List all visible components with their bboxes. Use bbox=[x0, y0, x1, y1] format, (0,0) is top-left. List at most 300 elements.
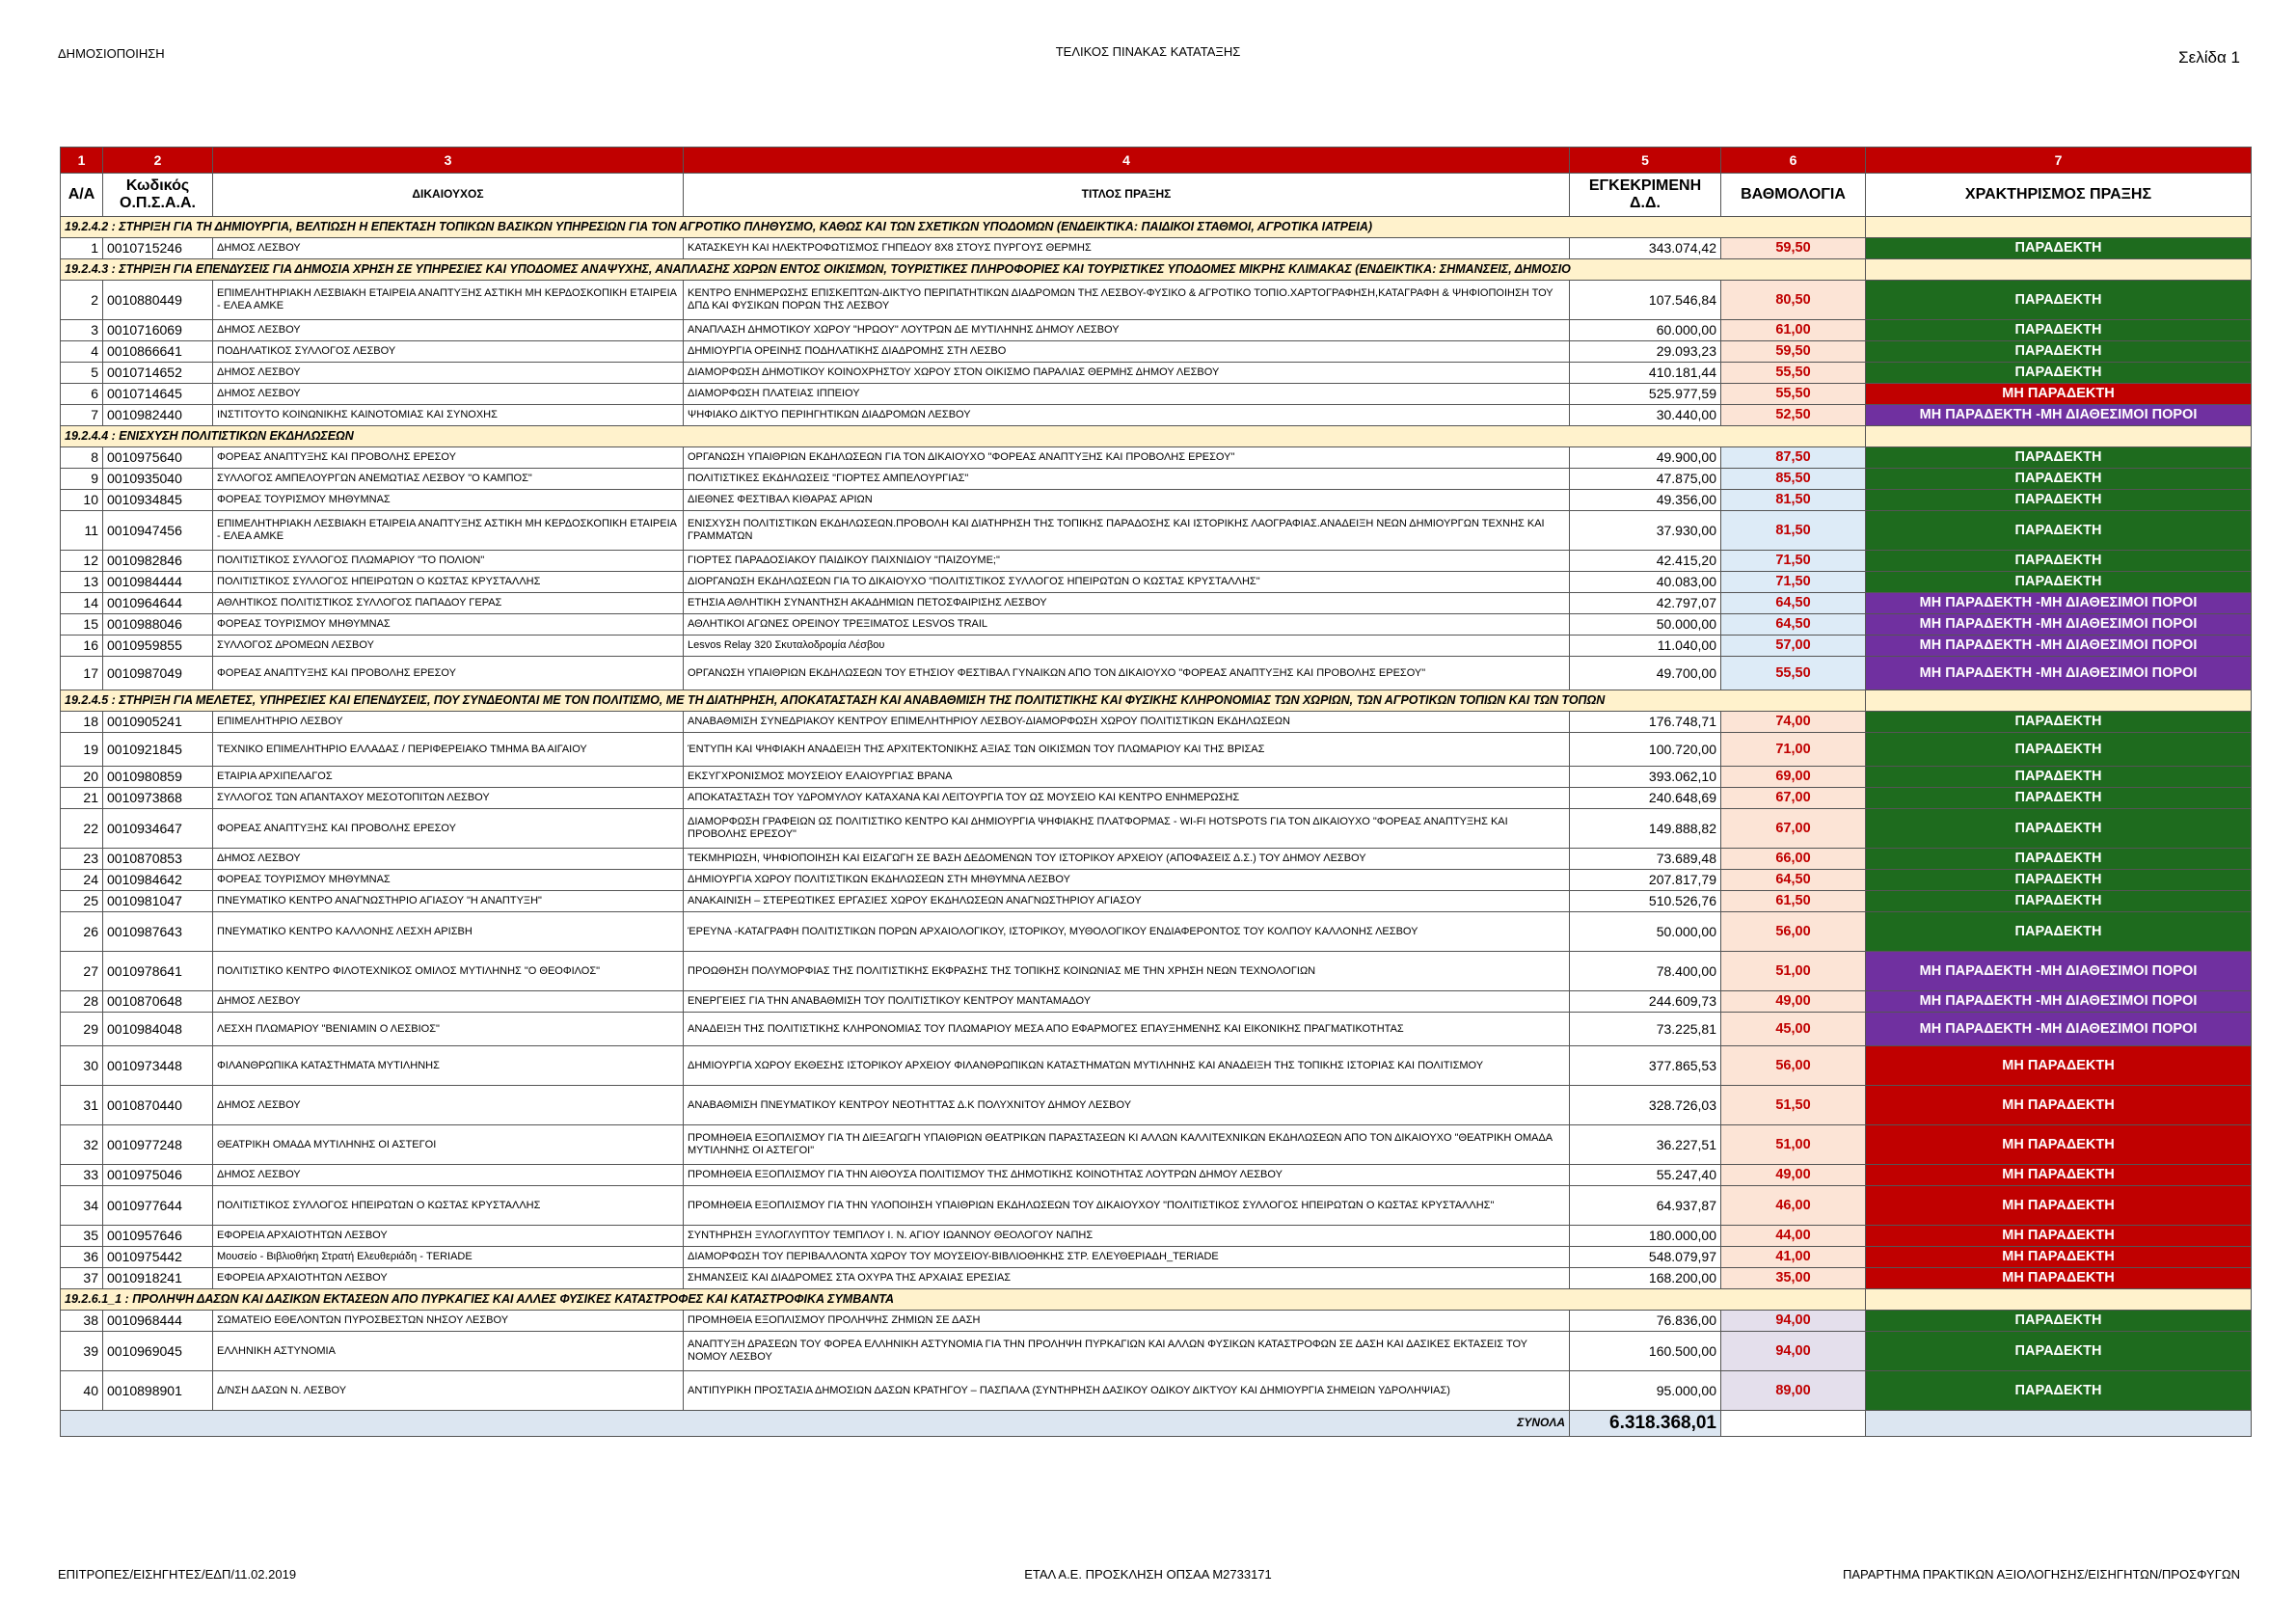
beneficiary: ΦΟΡΕΑΣ ΤΟΥΡΙΣΜΟΥ ΜΗΘΥΜΝΑΣ bbox=[213, 614, 684, 636]
beneficiary: ΣΥΛΛΟΓΟΣ ΑΜΠΕΛΟΥΡΓΩΝ ΑΝΕΜΩΤΙΑΣ ΛΕΣΒΟΥ "Ο ΚΑΜΠΟΣ" bbox=[213, 469, 684, 490]
opsaa-code: 0010982440 bbox=[103, 405, 213, 426]
table-row bbox=[61, 1046, 2252, 1086]
beneficiary: ΣΥΛΛΟΓΟΣ ΤΩΝ ΑΠΑΝΤΑΧΟΥ ΜΕΣΟΤΟΠΙΤΩΝ ΛΕΣΒΟΥ bbox=[213, 788, 684, 809]
table-row bbox=[61, 1013, 2252, 1046]
opsaa-code: 0010905241 bbox=[103, 712, 213, 733]
table-row bbox=[61, 363, 2252, 384]
action-title: ΣΗΜΑΝΣΕΙΣ ΚΑΙ ΔΙΑΔΡΟΜΕΣ ΣΤΑ ΟΧΥΡΑ ΤΗΣ ΑΡΧΑΙΑΣ ΕΡΕΣΙΑΣ bbox=[684, 1268, 1570, 1289]
score: 45,00 bbox=[1721, 1013, 1866, 1046]
approved-amount: 207.817,79 bbox=[1570, 870, 1721, 891]
column-number-row bbox=[61, 148, 2252, 174]
action-title: ΑΝΑΒΑΘΜΙΣΗ ΣΥΝΕΔΡΙΑΚΟΥ ΚΕΝΤΡΟΥ ΕΠΙΜΕΛΗΤΗΡΙΟΥ ΛΕΣΒΟΥ-ΔΙΑΜΟΡΦΩΣΗ ΧΩΡΟΥ ΠΟΛΙΤΙΣΤΙΚΩΝ ΕΚΔΗΛΩΣΕΩΝ bbox=[684, 712, 1570, 733]
score: 87,50 bbox=[1721, 447, 1866, 469]
section-pad bbox=[1866, 1289, 2252, 1311]
beneficiary: ΕΦΟΡΕΙΑ ΑΡΧΑΙΟΤΗΤΩΝ ΛΕΣΒΟΥ bbox=[213, 1268, 684, 1289]
score: 51,00 bbox=[1721, 952, 1866, 991]
section-title: 19.2.4.4 : ΕΝΙΣΧΥΣΗ ΠΟΛΙΤΙΣΤΙΚΩΝ ΕΚΔΗΛΩΣΕΩΝ bbox=[61, 426, 1866, 447]
section-title: 19.2.4.3 : ΣΤΗΡΙΞΗ ΓΙΑ ΕΠΕΝΔΥΣΕΙΣ ΓΙΑ ΔΗΜΟΣΙΑ ΧΡΗΣΗ ΣΕ ΥΠΗΡΕΣΙΕΣ ΚΑΙ ΥΠΟΔΟΜΕΣ ΑΝΑΨΥΧΗΣ, ΑΝΑΠΛΑΣΗΣ ΧΩΡΩΝ ΕΝΤΟΣ ΟΙΚΙΣΜΩΝ, ΤΟΥΡΙΣΤΙΚΕΣ ΠΛΗΡΟΦΟΡΙΕΣ ΚΑΙ ΤΟΥΡΙΣΤΙΚΕΣ ΥΠΟΔΟΜΕΣ ΜΙΚΡΗΣ ΚΛΙΜΑΚΑΣ (ΕΝΔΕΙΚΤΙΚΑ: ΣΗΜΑΝΣΕΙΣ, ΔΗΜΟΣΙΟ bbox=[61, 259, 1866, 281]
action-title: ΤΕΚΜΗΡΙΩΣΗ, ΨΗΦΙΟΠΟΙΗΣΗ ΚΑΙ ΕΙΣΑΓΩΓΗ ΣΕ ΒΑΣΗ ΔΕΔΟΜΕΝΩΝ ΤΟΥ ΙΣΤΟΡΙΚΟΥ ΑΡΧΕΙΟΥ (ΑΠΟΦΑΣΕΙΣ Δ.Σ.) ΤΟΥ ΔΗΜΟΥ ΛΕΣΒΟΥ bbox=[684, 849, 1570, 870]
score: 59,50 bbox=[1721, 238, 1866, 259]
action-title: ΔΗΜΙΟΥΡΓΙΑ ΟΡΕΙΝΗΣ ΠΟΔΗΛΑΤΙΚΗΣ ΔΙΑΔΡΟΜΗΣ ΣΤΗ ΛΕΣΒΟ bbox=[684, 341, 1570, 363]
beneficiary: ΔΗΜΟΣ ΛΕΣΒΟΥ bbox=[213, 1165, 684, 1186]
status-badge: ΠΑΡΑΔΕΚΤΗ bbox=[1866, 870, 2252, 891]
section-pad bbox=[1866, 426, 2252, 447]
approved-amount: 50.000,00 bbox=[1570, 912, 1721, 952]
score: 85,50 bbox=[1721, 469, 1866, 490]
header-approved-amount: ΕΓΚΕΚΡΙΜΕΝΗ Δ.Δ. bbox=[1570, 174, 1721, 217]
score: 80,50 bbox=[1721, 281, 1866, 320]
opsaa-code: 0010935040 bbox=[103, 469, 213, 490]
table-row bbox=[61, 1332, 2252, 1371]
opsaa-code: 0010984444 bbox=[103, 572, 213, 593]
opsaa-code: 0010715246 bbox=[103, 238, 213, 259]
approved-amount: 49.700,00 bbox=[1570, 657, 1721, 690]
row-number: 12 bbox=[61, 551, 103, 572]
score: 49,00 bbox=[1721, 1165, 1866, 1186]
opsaa-code: 0010987643 bbox=[103, 912, 213, 952]
section-header-row bbox=[61, 1289, 2252, 1311]
action-title: ΑΝΤΙΠΥΡΙΚΗ ΠΡΟΣΤΑΣΙΑ ΔΗΜΟΣΙΩΝ ΔΑΣΩΝ ΚΡΑΤΗΓΟΥ – ΠΑΣΠΑΛΑ (ΣΥΝΤΗΡΗΣΗ ΔΑΣΙΚΟΥ ΟΔΙΚΟΥ ΔΙΚΤΥΟΥ ΚΑΙ ΔΗΜΙΟΥΡΓΙΑ ΣΗΜΕΙΩΝ ΥΔΡΟΛΗΨΙΑΣ) bbox=[684, 1371, 1570, 1411]
approved-amount: 180.000,00 bbox=[1570, 1226, 1721, 1247]
document-title: ΤΕΛΙΚΟΣ ΠΙΝΑΚΑΣ ΚΑΤΑΤΑΞΗΣ bbox=[1055, 44, 1241, 59]
beneficiary: ΑΘΛΗΤΙΚΟΣ ΠΟΛΙΤΙΣΤΙΚΟΣ ΣΥΛΛΟΓΟΣ ΠΑΠΑΔΟΥ ΓΕΡΑΣ bbox=[213, 593, 684, 614]
opsaa-code: 0010977248 bbox=[103, 1125, 213, 1165]
section-pad bbox=[1866, 217, 2252, 238]
score: 55,50 bbox=[1721, 363, 1866, 384]
status-badge: ΠΑΡΑΔΕΚΤΗ bbox=[1866, 551, 2252, 572]
approved-amount: 328.726,03 bbox=[1570, 1086, 1721, 1125]
header-publication-label: ΔΗΜΟΣΙΟΠΟΙΗΣΗ bbox=[58, 46, 165, 61]
opsaa-code: 0010984048 bbox=[103, 1013, 213, 1046]
status-badge: ΠΑΡΑΔΕΚΤΗ bbox=[1866, 281, 2252, 320]
table-row bbox=[61, 1125, 2252, 1165]
opsaa-code: 0010975442 bbox=[103, 1247, 213, 1268]
column-number: 2 bbox=[103, 148, 213, 174]
table-row bbox=[61, 384, 2252, 405]
section-title: 19.2.4.2 : ΣΤΗΡΙΞΗ ΓΙΑ ΤΗ ΔΗΜΙΟΥΡΓΙΑ, ΒΕΛΤΙΩΣΗ Η ΕΠΕΚΤΑΣΗ ΤΟΠΙΚΩΝ ΒΑΣΙΚΩΝ ΥΠΗΡΕΣΙΩΝ ΓΙΑ ΤΟΝ ΑΓΡΟΤΙΚΟ ΠΛΗΘΥΣΜΟ, ΚΑΘΩΣ ΚΑΙ ΤΩΝ ΣΧΕΤΙΚΩΝ ΥΠΟΔΟΜΩΝ (ΕΝΔΕΙΚΤΙΚΑ: ΠΑΙΔΙΚΟΙ ΣΤΑΘΜΟΙ, ΑΓΡΟΤΙΚΑ ΙΑΤΡΕΙΑ) bbox=[61, 217, 1866, 238]
table-row bbox=[61, 320, 2252, 341]
approved-amount: 168.200,00 bbox=[1570, 1268, 1721, 1289]
status-badge: ΠΑΡΑΔΕΚΤΗ bbox=[1866, 469, 2252, 490]
row-number: 33 bbox=[61, 1165, 103, 1186]
approved-amount: 47.875,00 bbox=[1570, 469, 1721, 490]
score: 59,50 bbox=[1721, 341, 1866, 363]
score: 35,00 bbox=[1721, 1268, 1866, 1289]
table-row bbox=[61, 490, 2252, 511]
score: 66,00 bbox=[1721, 849, 1866, 870]
score: 56,00 bbox=[1721, 912, 1866, 952]
status-badge: ΠΑΡΑΔΕΚΤΗ bbox=[1866, 1311, 2252, 1332]
beneficiary: ΦΟΡΕΑΣ ΑΝΑΠΤΥΞΗΣ ΚΑΙ ΠΡΟΒΟΛΗΣ ΕΡΕΣΟΥ bbox=[213, 657, 684, 690]
action-title: ΑΝΑΠΛΑΣΗ ΔΗΜΟΤΙΚΟΥ ΧΩΡΟΥ "ΗΡΩΟΥ" ΛΟΥΤΡΩΝ ΔΕ ΜΥΤΙΛΗΝΗΣ ΔΗΜΟΥ ΛΕΣΒΟΥ bbox=[684, 320, 1570, 341]
opsaa-code: 0010934845 bbox=[103, 490, 213, 511]
table-row bbox=[61, 593, 2252, 614]
action-title: ΑΝΑΚΑΙΝΙΣΗ – ΣΤΕΡΕΩΤΙΚΕΣ ΕΡΓΑΣΙΕΣ ΧΩΡΟΥ ΕΚΔΗΛΩΣΕΩΝ ΑΝΑΓΝΩΣΤΗΡΙΟΥ ΑΓΙΑΣΟΥ bbox=[684, 891, 1570, 912]
score: 67,00 bbox=[1721, 788, 1866, 809]
action-title: ΈΝΤΥΠΗ ΚΑΙ ΨΗΦΙΑΚΗ ΑΝΑΔΕΙΞΗ ΤΗΣ ΑΡΧΙΤΕΚΤΟΝΙΚΗΣ ΑΞΙΑΣ ΤΩΝ ΟΙΚΙΣΜΩΝ ΤΟΥ ΠΛΩΜΑΡΙΟΥ ΚΑΙ ΤΗΣ ΒΡΙΣΑΣ bbox=[684, 733, 1570, 767]
beneficiary: ΠΟΛΙΤΙΣΤΙΚΟΣ ΣΥΛΛΟΓΟΣ ΗΠΕΙΡΩΤΩΝ Ο ΚΩΣΤΑΣ ΚΡΥΣΤΑΛΛΗΣ bbox=[213, 572, 684, 593]
status-badge: ΠΑΡΑΔΕΚΤΗ bbox=[1866, 511, 2252, 551]
header-code: Κωδικός Ο.Π.Σ.Α.Α. bbox=[103, 174, 213, 217]
score: 51,50 bbox=[1721, 1086, 1866, 1125]
status-badge: ΜΗ ΠΑΡΑΔΕΚΤΗ bbox=[1866, 1186, 2252, 1226]
beneficiary: ΔΗΜΟΣ ΛΕΣΒΟΥ bbox=[213, 991, 684, 1013]
header-aa: Α/Α bbox=[61, 174, 103, 217]
score: 74,00 bbox=[1721, 712, 1866, 733]
table-row bbox=[61, 767, 2252, 788]
column-number: 5 bbox=[1570, 148, 1721, 174]
beneficiary: ΠΝΕΥΜΑΤΙΚΟ ΚΕΝΤΡΟ ΑΝΑΓΝΩΣΤΗΡΙΟ ΑΓΙΑΣΟΥ "Η ΑΝΑΠΤΥΞΗ" bbox=[213, 891, 684, 912]
beneficiary: ΕΠΙΜΕΛΗΤΗΡΙΑΚΗ ΛΕΣΒΙΑΚΗ ΕΤΑΙΡΕΙΑ ΑΝΑΠΤΥΞΗΣ ΑΣΤΙΚΗ ΜΗ ΚΕΡΔΟΣΚΟΠΙΚΗ ΕΤΑΙΡΕΙΑ - ΕΛΕΑ ΑΜΚΕ bbox=[213, 281, 684, 320]
column-number: 1 bbox=[61, 148, 103, 174]
opsaa-code: 0010866641 bbox=[103, 341, 213, 363]
beneficiary: ΘΕΑΤΡΙΚΗ ΟΜΑΔΑ ΜΥΤΙΛΗΝΗΣ ΟΙ ΑΣΤΕΓΟΙ bbox=[213, 1125, 684, 1165]
row-number: 23 bbox=[61, 849, 103, 870]
row-number: 24 bbox=[61, 870, 103, 891]
action-title: ΑΘΛΗΤΙΚΟΙ ΑΓΩΝΕΣ ΟΡΕΙΝΟΥ ΤΡΕΞΙΜΑΤΟΣ LESVOS TRAIL bbox=[684, 614, 1570, 636]
row-number: 38 bbox=[61, 1311, 103, 1332]
approved-amount: 149.888,82 bbox=[1570, 809, 1721, 849]
table-row bbox=[61, 809, 2252, 849]
table-row bbox=[61, 712, 2252, 733]
table-row bbox=[61, 551, 2252, 572]
action-title: ΠΡΟΩΘΗΣΗ ΠΟΛΥΜΟΡΦΙΑΣ ΤΗΣ ΠΟΛΙΤΙΣΤΙΚΗΣ ΕΚΦΡΑΣΗΣ ΤΗΣ ΤΟΠΙΚΗΣ ΚΟΙΝΩΝΙΑΣ ΜΕ ΤΗΝ ΧΡΗΣΗ ΝΕΩΝ ΤΕΧΝΟΛΟΓΙΩΝ bbox=[684, 952, 1570, 991]
table-row bbox=[61, 447, 2252, 469]
table-row bbox=[61, 849, 2252, 870]
opsaa-code: 0010947456 bbox=[103, 511, 213, 551]
row-number: 13 bbox=[61, 572, 103, 593]
approved-amount: 60.000,00 bbox=[1570, 320, 1721, 341]
table-row bbox=[61, 733, 2252, 767]
row-number: 10 bbox=[61, 490, 103, 511]
section-header-row bbox=[61, 217, 2252, 238]
approved-amount: 393.062,10 bbox=[1570, 767, 1721, 788]
beneficiary: ΕΤΑΙΡΙΑ ΑΡΧΙΠΕΛΑΓΟΣ bbox=[213, 767, 684, 788]
status-badge: ΜΗ ΠΑΡΑΔΕΚΤΗ -ΜΗ ΔΙΑΘΕΣΙΜΟΙ ΠΟΡΟΙ bbox=[1866, 657, 2252, 690]
row-number: 18 bbox=[61, 712, 103, 733]
row-number: 20 bbox=[61, 767, 103, 788]
status-badge: ΠΑΡΑΔΕΚΤΗ bbox=[1866, 490, 2252, 511]
table-row bbox=[61, 469, 2252, 490]
footer-committee-ref: ΕΠΙΤΡΟΠΕΣ/ΕΙΣΗΓΗΤΕΣ/ΕΔΠ/11.02.2019 bbox=[58, 1567, 297, 1582]
beneficiary: ΣΩΜΑΤΕΙΟ ΕΘΕΛΟΝΤΩΝ ΠΥΡΟΣΒΕΣΤΩΝ ΝΗΣΟΥ ΛΕΣΒΟΥ bbox=[213, 1311, 684, 1332]
beneficiary: ΔΗΜΟΣ ΛΕΣΒΟΥ bbox=[213, 363, 684, 384]
approved-amount: 64.937,87 bbox=[1570, 1186, 1721, 1226]
action-title: ΟΡΓΑΝΩΣΗ ΥΠΑΙΘΡΙΩΝ ΕΚΔΗΛΩΣΕΩΝ ΤΟΥ ΕΤΗΣΙΟΥ ΦΕΣΤΙΒΑΛ ΓΥΝΑΙΚΩΝ ΑΠΟ ΤΟΝ ΔΙΚΑΙΟΥΧΟ "ΦΟΡΕΑΣ ΑΝΑΠΤΥΞΗΣ ΚΑΙ ΠΡΟΒΟΛΗΣ ΕΡΕΣΟΥ" bbox=[684, 657, 1570, 690]
score: 44,00 bbox=[1721, 1226, 1866, 1247]
section-title: 19.2.4.5 : ΣΤΗΡΙΞΗ ΓΙΑ ΜΕΛΕΤΕΣ, ΥΠΗΡΕΣΙΕΣ ΚΑΙ ΕΠΕΝΔΥΣΕΙΣ, ΠΟΥ ΣΥΝΔΕΟΝΤΑΙ ΜΕ ΤΟΝ ΠΟΛΙΤΙΣΜΟ, ΜΕ ΤΗ ΔΙΑΤΗΡΗΣΗ, ΑΠΟΚΑΤΑΣΤΑΣΗ ΚΑΙ ΑΝΑΒΑΘΜΙΣΗ ΤΗΣ ΠΟΛΙΤΙΣΤΙΚΗΣ ΚΑΙ ΦΥΣΙΚΗΣ ΚΛΗΡΟΝΟΜΙΑΣ ΤΩΝ ΧΩΡΙΩΝ, ΤΩΝ ΑΓΡΟΤΙΚΩΝ ΤΟΠΙΩΝ ΚΑΙ ΤΩΝ ΤΟΠΩΝ bbox=[61, 690, 1866, 712]
row-number: 35 bbox=[61, 1226, 103, 1247]
beneficiary: ΕΦΟΡΕΙΑ ΑΡΧΑΙΟΤΗΤΩΝ ΛΕΣΒΟΥ bbox=[213, 1226, 684, 1247]
table-row bbox=[61, 572, 2252, 593]
row-number: 8 bbox=[61, 447, 103, 469]
ranking-table bbox=[60, 147, 2252, 1437]
action-title: ΕΝΕΡΓΕΙΕΣ ΓΙΑ ΤΗΝ ΑΝΑΒΑΘΜΙΣΗ ΤΟΥ ΠΟΛΙΤΙΣΤΙΚΟΥ ΚΕΝΤΡΟΥ ΜΑΝΤΑΜΑΔΟΥ bbox=[684, 991, 1570, 1013]
status-badge: ΠΑΡΑΔΕΚΤΗ bbox=[1866, 238, 2252, 259]
status-badge: ΠΑΡΑΔΕΚΤΗ bbox=[1866, 341, 2252, 363]
row-number: 40 bbox=[61, 1371, 103, 1411]
section-title: 19.2.6.1_1 : ΠΡΟΛΗΨΗ ΔΑΣΩΝ ΚΑΙ ΔΑΣΙΚΩΝ ΕΚΤΑΣΕΩΝ ΑΠΟ ΠΥΡΚΑΓΙΕΣ ΚΑΙ ΑΛΛΕΣ ΦΥΣΙΚΕΣ ΚΑΤΑΣΤΡΟΦΕΣ ΚΑΙ ΚΑΤΑΣΤΡΟΦΙΚΑ ΣΥΜΒΑΝΤΑ bbox=[61, 1289, 1866, 1311]
opsaa-code: 0010975046 bbox=[103, 1165, 213, 1186]
table-row bbox=[61, 912, 2252, 952]
row-number: 22 bbox=[61, 809, 103, 849]
totals-pad bbox=[1866, 1411, 2252, 1437]
approved-amount: 40.083,00 bbox=[1570, 572, 1721, 593]
approved-amount: 510.526,76 bbox=[1570, 891, 1721, 912]
beneficiary: ΦΟΡΕΑΣ ΑΝΑΠΤΥΞΗΣ ΚΑΙ ΠΡΟΒΟΛΗΣ ΕΡΕΣΟΥ bbox=[213, 447, 684, 469]
opsaa-code: 0010973448 bbox=[103, 1046, 213, 1086]
row-number: 9 bbox=[61, 469, 103, 490]
status-badge: ΠΑΡΑΔΕΚΤΗ bbox=[1866, 788, 2252, 809]
opsaa-code: 0010714652 bbox=[103, 363, 213, 384]
row-number: 21 bbox=[61, 788, 103, 809]
action-title: ΔΙΑΜΟΡΦΩΣΗ ΓΡΑΦΕΙΩΝ ΩΣ ΠΟΛΙΤΙΣΤΙΚΟ ΚΕΝΤΡΟ ΚΑΙ ΔΗΜΙΟΥΡΓΙΑ ΨΗΦΙΑΚΗΣ ΠΛΑΤΦΟΡΜΑΣ - WI-FI HOTSPOTS ΓΙΑ ΤΟΝ ΔΙΚΑΙΟΥΧΟ "ΦΟΡΕΑΣ ΑΝΑΠΤΥΞΗΣ ΚΑΙ ΠΡΟΒΟΛΗΣ ΕΡΕΣΟΥ" bbox=[684, 809, 1570, 849]
score: 94,00 bbox=[1721, 1332, 1866, 1371]
table-row bbox=[61, 511, 2252, 551]
status-badge: ΠΑΡΑΔΕΚΤΗ bbox=[1866, 363, 2252, 384]
row-number: 32 bbox=[61, 1125, 103, 1165]
action-title: ΕΚΣΥΓΧΡΟΝΙΣΜΟΣ ΜΟΥΣΕΙΟΥ ΕΛΑΙΟΥΡΓΙΑΣ ΒΡΑΝΑ bbox=[684, 767, 1570, 788]
opsaa-code: 0010973868 bbox=[103, 788, 213, 809]
status-badge: ΜΗ ΠΑΡΑΔΕΚΤΗ -ΜΗ ΔΙΑΘΕΣΙΜΟΙ ΠΟΡΟΙ bbox=[1866, 636, 2252, 657]
action-title: ΑΝΑΔΕΙΞΗ ΤΗΣ ΠΟΛΙΤΙΣΤΙΚΗΣ ΚΛΗΡΟΝΟΜΙΑΣ ΤΟΥ ΠΛΩΜΑΡΙΟΥ ΜΕΣΑ ΑΠΟ ΕΦΑΡΜΟΓΕΣ ΕΠΑΥΞΗΜΕΝΗΣ ΚΑΙ ΕΙΚΟΝΙΚΗΣ ΠΡΑΓΜΑΤΙΚΟΤΗΤΑΣ bbox=[684, 1013, 1570, 1046]
approved-amount: 49.356,00 bbox=[1570, 490, 1721, 511]
status-badge: ΠΑΡΑΔΕΚΤΗ bbox=[1866, 447, 2252, 469]
status-badge: ΜΗ ΠΑΡΑΔΕΚΤΗ bbox=[1866, 384, 2252, 405]
column-header-row bbox=[61, 174, 2252, 217]
table-row bbox=[61, 1311, 2252, 1332]
row-number: 25 bbox=[61, 891, 103, 912]
approved-amount: 100.720,00 bbox=[1570, 733, 1721, 767]
beneficiary: ΠΝΕΥΜΑΤΙΚΟ ΚΕΝΤΡΟ ΚΑΛΛΟΝΗΣ ΛΕΣΧΗ ΑΡΙΣΒΗ bbox=[213, 912, 684, 952]
status-badge: ΜΗ ΠΑΡΑΔΕΚΤΗ bbox=[1866, 1165, 2252, 1186]
approved-amount: 36.227,51 bbox=[1570, 1125, 1721, 1165]
beneficiary: ΕΛΛΗΝΙΚΗ ΑΣΤΥΝΟΜΙΑ bbox=[213, 1332, 684, 1371]
score: 71,50 bbox=[1721, 551, 1866, 572]
approved-amount: 76.836,00 bbox=[1570, 1311, 1721, 1332]
row-number: 14 bbox=[61, 593, 103, 614]
beneficiary: ΕΠΙΜΕΛΗΤΗΡΙΑΚΗ ΛΕΣΒΙΑΚΗ ΕΤΑΙΡΕΙΑ ΑΝΑΠΤΥΞΗΣ ΑΣΤΙΚΗ ΜΗ ΚΕΡΔΟΣΚΟΠΙΚΗ ΕΤΑΙΡΕΙΑ - ΕΛΕΑ ΑΜΚΕ bbox=[213, 511, 684, 551]
score: 64,50 bbox=[1721, 870, 1866, 891]
score: 56,00 bbox=[1721, 1046, 1866, 1086]
column-number: 7 bbox=[1866, 148, 2252, 174]
beneficiary: ΠΟΛΙΤΙΣΤΙΚΟ ΚΕΝΤΡΟ ΦΙΛΟΤΕΧΝΙΚΟΣ ΟΜΙΛΟΣ ΜΥΤΙΛΗΝΗΣ "Ο ΘΕΟΦΙΛΟΣ" bbox=[213, 952, 684, 991]
approved-amount: 244.609,73 bbox=[1570, 991, 1721, 1013]
score: 64,50 bbox=[1721, 614, 1866, 636]
header-action-title: ΤΙΤΛΟΣ ΠΡΑΞΗΣ bbox=[684, 174, 1570, 217]
opsaa-code: 0010714645 bbox=[103, 384, 213, 405]
table-row bbox=[61, 341, 2252, 363]
beneficiary: ΠΟΔΗΛΑΤΙΚΟΣ ΣΥΛΛΟΓΟΣ ΛΕΣΒΟΥ bbox=[213, 341, 684, 363]
table-row bbox=[61, 1247, 2252, 1268]
row-number: 11 bbox=[61, 511, 103, 551]
beneficiary: ΛΕΣΧΗ ΠΛΩΜΑΡΙΟΥ "ΒΕΝΙΑΜΙΝ Ο ΛΕΣΒΙΟΣ" bbox=[213, 1013, 684, 1046]
row-number: 6 bbox=[61, 384, 103, 405]
score: 46,00 bbox=[1721, 1186, 1866, 1226]
totals-value: 6.318.368,01 bbox=[1570, 1411, 1721, 1437]
row-number: 26 bbox=[61, 912, 103, 952]
beneficiary: ΦΟΡΕΑΣ ΤΟΥΡΙΣΜΟΥ ΜΗΘΥΜΝΑΣ bbox=[213, 490, 684, 511]
row-number: 19 bbox=[61, 733, 103, 767]
table-row bbox=[61, 952, 2252, 991]
beneficiary: ΔΗΜΟΣ ΛΕΣΒΟΥ bbox=[213, 384, 684, 405]
action-title: Lesvos Relay 320 Σκυταλοδρομία Λέσβου bbox=[684, 636, 1570, 657]
status-badge: ΜΗ ΠΑΡΑΔΕΚΤΗ bbox=[1866, 1226, 2252, 1247]
status-badge: ΠΑΡΑΔΕΚΤΗ bbox=[1866, 733, 2252, 767]
status-badge: ΠΑΡΑΔΕΚΤΗ bbox=[1866, 1371, 2252, 1411]
score: 81,50 bbox=[1721, 511, 1866, 551]
table-row bbox=[61, 281, 2252, 320]
status-badge: ΠΑΡΑΔΕΚΤΗ bbox=[1866, 809, 2252, 849]
table-row bbox=[61, 870, 2252, 891]
action-title: ΑΝΑΠΤΥΞΗ ΔΡΑΣΕΩΝ ΤΟΥ ΦΟΡΕΑ ΕΛΛΗΝΙΚΗ ΑΣΤΥΝΟΜΙΑ ΓΙΑ ΤΗΝ ΠΡΟΛΗΨΗ ΠΥΡΚΑΓΙΩΝ ΚΑΙ ΑΛΛΩΝ ΦΥΣΙΚΩΝ ΚΑΤΑΣΤΡΟΦΩΝ ΣΕ ΔΑΣΗ ΚΑΙ ΔΑΣΙΚΕΣ ΕΚΤΑΣΕΙΣ ΤΟΥ ΝΟΜΟΥ ΛΕΣΒΟΥ bbox=[684, 1332, 1570, 1371]
score: 55,50 bbox=[1721, 657, 1866, 690]
beneficiary: ΠΟΛΙΤΙΣΤΙΚΟΣ ΣΥΛΛΟΓΟΣ ΠΛΩΜΑΡΙΟΥ "ΤΟ ΠΟΛΙΟΝ" bbox=[213, 551, 684, 572]
approved-amount: 11.040,00 bbox=[1570, 636, 1721, 657]
row-number: 16 bbox=[61, 636, 103, 657]
opsaa-code: 0010959855 bbox=[103, 636, 213, 657]
status-badge: ΠΑΡΑΔΕΚΤΗ bbox=[1866, 767, 2252, 788]
action-title: ΔΙΑΜΟΡΦΩΣΗ ΠΛΑΤΕΙΑΣ ΙΠΠΕΙΟΥ bbox=[684, 384, 1570, 405]
opsaa-code: 0010981047 bbox=[103, 891, 213, 912]
opsaa-code: 0010977644 bbox=[103, 1186, 213, 1226]
opsaa-code: 0010988046 bbox=[103, 614, 213, 636]
opsaa-code: 0010880449 bbox=[103, 281, 213, 320]
action-title: ΨΗΦΙΑΚΟ ΔΙΚΤΥΟ ΠΕΡΙΗΓΗΤΙΚΩΝ ΔΙΑΔΡΟΜΩΝ ΛΕΣΒΟΥ bbox=[684, 405, 1570, 426]
score: 71,00 bbox=[1721, 733, 1866, 767]
score: 61,00 bbox=[1721, 320, 1866, 341]
action-title: ΔΙΕΘΝΕΣ ΦΕΣΤΙΒΑΛ ΚΙΘΑΡΑΣ ΑΡΙΩΝ bbox=[684, 490, 1570, 511]
table-row bbox=[61, 891, 2252, 912]
approved-amount: 410.181,44 bbox=[1570, 363, 1721, 384]
opsaa-code: 0010957646 bbox=[103, 1226, 213, 1247]
table-row bbox=[61, 991, 2252, 1013]
action-title: ΠΡΟΜΗΘΕΙΑ ΕΞΟΠΛΙΣΜΟΥ ΓΙΑ ΤΗΝ ΑΙΘΟΥΣΑ ΠΟΛΙΤΙΣΜΟΥ ΤΗΣ ΔΗΜΟΤΙΚΗΣ ΚΟΙΝΟΤΗΤΑΣ ΛΟΥΤΡΩΝ ΔΗΜΟΥ ΛΕΣΒΟΥ bbox=[684, 1165, 1570, 1186]
status-badge: ΠΑΡΑΔΕΚΤΗ bbox=[1866, 1332, 2252, 1371]
totals-label: ΣΥΝΟΛΑ bbox=[61, 1411, 1570, 1437]
status-badge: ΠΑΡΑΔΕΚΤΗ bbox=[1866, 912, 2252, 952]
table-row bbox=[61, 657, 2252, 690]
action-title: ΔΙΑΜΟΡΦΩΣΗ ΤΟΥ ΠΕΡΙΒΑΛΛΟΝΤΑ ΧΩΡΟΥ ΤΟΥ ΜΟΥΣΕΙΟΥ-ΒΙΒΛΙΟΘΗΚΗΣ ΣΤΡ. ΕΛΕΥΘΕΡΙΑΔΗ_TERIADE bbox=[684, 1247, 1570, 1268]
row-number: 17 bbox=[61, 657, 103, 690]
table-row bbox=[61, 1371, 2252, 1411]
table-row bbox=[61, 1186, 2252, 1226]
score: 94,00 bbox=[1721, 1311, 1866, 1332]
approved-amount: 95.000,00 bbox=[1570, 1371, 1721, 1411]
row-number: 28 bbox=[61, 991, 103, 1013]
opsaa-code: 0010969045 bbox=[103, 1332, 213, 1371]
table-row bbox=[61, 614, 2252, 636]
action-title: ΑΠΟΚΑΤΑΣΤΑΣΗ ΤΟΥ ΥΔΡΟΜΥΛΟΥ ΚΑΤΑΧΑΝΑ ΚΑΙ ΛΕΙΤΟΥΡΓΙΑ ΤΟΥ ΩΣ ΜΟΥΣΕΙΟ ΚΑΙ ΚΕΝΤΡΟ ΕΝΗΜΕΡΩΣΗΣ bbox=[684, 788, 1570, 809]
opsaa-code: 0010980859 bbox=[103, 767, 213, 788]
approved-amount: 525.977,59 bbox=[1570, 384, 1721, 405]
status-badge: ΠΑΡΑΔΕΚΤΗ bbox=[1866, 320, 2252, 341]
status-badge: ΜΗ ΠΑΡΑΔΕΚΤΗ bbox=[1866, 1247, 2252, 1268]
approved-amount: 343.074,42 bbox=[1570, 238, 1721, 259]
opsaa-code: 0010987049 bbox=[103, 657, 213, 690]
action-title: ΚΕΝΤΡΟ ΕΝΗΜΕΡΩΣΗΣ ΕΠΙΣΚΕΠΤΩΝ-ΔΙΚΤΥΟ ΠΕΡΙΠΑΤΗΤΙΚΩΝ ΔΙΑΔΡΟΜΩΝ ΤΗΣ ΛΕΣΒΟΥ-ΦΥΣΙΚΟ & ΑΓΡΟΤΙΚΟ ΤΟΠΙΟ.ΧΑΡΤΟΓΡΑΦΗΣΗ,ΚΑΤΑΓΡΑΦΗ & ΨΗΦΙΟΠΟΙΗΣΗ ΤΟΥ ΔΠΔ ΚΑΙ ΦΥΣΙΚΩΝ ΠΟΡΩΝ ΤΗΣ ΛΕΣΒΟΥ bbox=[684, 281, 1570, 320]
row-number: 39 bbox=[61, 1332, 103, 1371]
opsaa-code: 0010964644 bbox=[103, 593, 213, 614]
opsaa-code: 0010984642 bbox=[103, 870, 213, 891]
status-badge: ΜΗ ΠΑΡΑΔΕΚΤΗ -ΜΗ ΔΙΑΘΕΣΙΜΟΙ ΠΟΡΟΙ bbox=[1866, 405, 2252, 426]
score: 41,00 bbox=[1721, 1247, 1866, 1268]
approved-amount: 548.079,97 bbox=[1570, 1247, 1721, 1268]
opsaa-code: 0010870853 bbox=[103, 849, 213, 870]
opsaa-code: 0010716069 bbox=[103, 320, 213, 341]
status-badge: ΠΑΡΑΔΕΚΤΗ bbox=[1866, 572, 2252, 593]
opsaa-code: 0010870440 bbox=[103, 1086, 213, 1125]
opsaa-code: 0010968444 bbox=[103, 1311, 213, 1332]
header-score: ΒΑΘΜΟΛΟΓΙΑ bbox=[1721, 174, 1866, 217]
action-title: ΠΡΟΜΗΘΕΙΑ ΕΞΟΠΛΙΣΜΟΥ ΓΙΑ ΤΗΝ ΥΛΟΠΟΙΗΣΗ ΥΠΑΙΘΡΙΩΝ ΕΚΔΗΛΩΣΕΩΝ ΤΟΥ ΔΙΚΑΙΟΥΧΟΥ "ΠΟΛΙΤΙΣΤΙΚΟΣ ΣΥΛΛΟΓΟΣ ΗΠΕΙΡΩΤΩΝ Ο ΚΩΣΤΑΣ ΚΡΥΣΤΑΛΛΗΣ" bbox=[684, 1186, 1570, 1226]
approved-amount: 78.400,00 bbox=[1570, 952, 1721, 991]
score: 57,00 bbox=[1721, 636, 1866, 657]
action-title: ΟΡΓΑΝΩΣΗ ΥΠΑΙΘΡΙΩΝ ΕΚΔΗΛΩΣΕΩΝ ΓΙΑ ΤΟΝ ΔΙΚΑΙΟΥΧΟ "ΦΟΡΕΑΣ ΑΝΑΠΤΥΞΗΣ ΚΑΙ ΠΡΟΒΟΛΗΣ ΕΡΕΣΟΥ" bbox=[684, 447, 1570, 469]
score: 51,00 bbox=[1721, 1125, 1866, 1165]
status-badge: ΜΗ ΠΑΡΑΔΕΚΤΗ -ΜΗ ΔΙΑΘΕΣΙΜΟΙ ΠΟΡΟΙ bbox=[1866, 991, 2252, 1013]
action-title: ΣΥΝΤΗΡΗΣΗ ΞΥΛΟΓΛΥΠΤΟΥ ΤΕΜΠΛΟΥ Ι. Ν. ΑΓΙΟΥ ΙΩΑΝΝΟΥ ΘΕΟΛΟΓΟΥ ΝΑΠΗΣ bbox=[684, 1226, 1570, 1247]
approved-amount: 176.748,71 bbox=[1570, 712, 1721, 733]
row-number: 5 bbox=[61, 363, 103, 384]
beneficiary: ΦΙΛΑΝΘΡΩΠΙΚΑ ΚΑΤΑΣΤΗΜΑΤΑ ΜΥΤΙΛΗΝΗΣ bbox=[213, 1046, 684, 1086]
table-row bbox=[61, 788, 2252, 809]
approved-amount: 42.797,07 bbox=[1570, 593, 1721, 614]
table-row bbox=[61, 238, 2252, 259]
status-badge: ΜΗ ΠΑΡΑΔΕΚΤΗ -ΜΗ ΔΙΑΘΕΣΙΜΟΙ ΠΟΡΟΙ bbox=[1866, 952, 2252, 991]
status-badge: ΠΑΡΑΔΕΚΤΗ bbox=[1866, 712, 2252, 733]
row-number: 15 bbox=[61, 614, 103, 636]
action-title: ΕΝΙΣΧΥΣΗ ΠΟΛΙΤΙΣΤΙΚΩΝ ΕΚΔΗΛΩΣΕΩΝ.ΠΡΟΒΟΛΗ ΚΑΙ ΔΙΑΤΗΡΗΣΗ ΤΗΣ ΤΟΠΙΚΗΣ ΠΑΡΑΔΟΣΗΣ ΚΑΙ ΙΣΤΟΡΙΚΗΣ ΛΑΟΓΡΑΦΙΑΣ.ΑΝΑΔΕΙΞΗ ΝΕΩΝ ΔΗΜΙΟΥΡΓΩΝ ΤΕΧΝΗΣ ΚΑΙ ΓΡΑΜΜΑΤΩΝ bbox=[684, 511, 1570, 551]
approved-amount: 73.689,48 bbox=[1570, 849, 1721, 870]
action-title: ΕΤΗΣΙΑ ΑΘΛΗΤΙΚΗ ΣΥΝΑΝΤΗΣΗ ΑΚΑΔΗΜΙΩΝ ΠΕΤΟΣΦΑΙΡΙΣΗΣ ΛΕΣΒΟΥ bbox=[684, 593, 1570, 614]
opsaa-code: 0010978641 bbox=[103, 952, 213, 991]
row-number: 36 bbox=[61, 1247, 103, 1268]
score: 52,50 bbox=[1721, 405, 1866, 426]
beneficiary: ΕΠΙΜΕΛΗΤΗΡΙΟ ΛΕΣΒΟΥ bbox=[213, 712, 684, 733]
totals-row bbox=[61, 1411, 2252, 1437]
totals-pad bbox=[1721, 1411, 1866, 1437]
beneficiary: ΤΕΧΝΙΚΟ ΕΠΙΜΕΛΗΤΗΡΙΟ ΕΛΛΑΔΑΣ / ΠΕΡΙΦΕΡΕΙΑΚΟ ΤΜΗΜΑ ΒΑ ΑΙΓΑΙΟΥ bbox=[213, 733, 684, 767]
beneficiary: ΔΗΜΟΣ ΛΕΣΒΟΥ bbox=[213, 849, 684, 870]
row-number: 2 bbox=[61, 281, 103, 320]
action-title: ΔΙΑΜΟΡΦΩΣΗ ΔΗΜΟΤΙΚΟΥ ΚΟΙΝΟΧΡΗΣΤΟΥ ΧΩΡΟΥ ΣΤΟΝ ΟΙΚΙΣΜΟ ΠΑΡΑΛΙΑΣ ΘΕΡΜΗΣ ΔΗΜΟΥ ΛΕΣΒΟΥ bbox=[684, 363, 1570, 384]
footer-call-ref: ΕΤΑΛ Α.Ε. ΠΡΟΣΚΛΗΣΗ ΟΠΣΑΑ Μ2733171 bbox=[1024, 1567, 1272, 1582]
action-title: ΠΡΟΜΗΘΕΙΑ ΕΞΟΠΛΙΣΜΟΥ ΠΡΟΛΗΨΗΣ ΖΗΜΙΩΝ ΣΕ ΔΑΣΗ bbox=[684, 1311, 1570, 1332]
approved-amount: 240.648,69 bbox=[1570, 788, 1721, 809]
section-header-row bbox=[61, 426, 2252, 447]
score: 81,50 bbox=[1721, 490, 1866, 511]
action-title: ΈΡΕΥΝΑ -ΚΑΤΑΓΡΑΦΗ ΠΟΛΙΤΙΣΤΙΚΩΝ ΠΟΡΩΝ ΑΡΧΑΙΟΛΟΓΙΚΟΥ, ΙΣΤΟΡΙΚΟΥ, ΜΥΘΟΛΟΓΙΚΟΥ ΕΝΔΙΑΦΕΡΟΝΤΟΣ ΤΟΥ ΚΟΛΠΟΥ ΚΑΛΛΟΝΗΣ ΛΕΣΒΟΥ bbox=[684, 912, 1570, 952]
table-row bbox=[61, 1086, 2252, 1125]
action-title: ΓΙΟΡΤΕΣ ΠΑΡΑΔΟΣΙΑΚΟΥ ΠΑΙΔΙΚΟΥ ΠΑΙΧΝΙΔΙΟΥ "ΠΑΙΖΟΥΜΕ;" bbox=[684, 551, 1570, 572]
score: 55,50 bbox=[1721, 384, 1866, 405]
status-badge: ΜΗ ΠΑΡΑΔΕΚΤΗ bbox=[1866, 1268, 2252, 1289]
column-number: 6 bbox=[1721, 148, 1866, 174]
beneficiary: Δ/ΝΣΗ ΔΑΣΩΝ Ν. ΛΕΣΒΟΥ bbox=[213, 1371, 684, 1411]
column-number: 3 bbox=[213, 148, 684, 174]
opsaa-code: 0010921845 bbox=[103, 733, 213, 767]
row-number: 37 bbox=[61, 1268, 103, 1289]
status-badge: ΜΗ ΠΑΡΑΔΕΚΤΗ bbox=[1866, 1125, 2252, 1165]
approved-amount: 55.247,40 bbox=[1570, 1165, 1721, 1186]
status-badge: ΜΗ ΠΑΡΑΔΕΚΤΗ -ΜΗ ΔΙΑΘΕΣΙΜΟΙ ΠΟΡΟΙ bbox=[1866, 1013, 2252, 1046]
approved-amount: 29.093,23 bbox=[1570, 341, 1721, 363]
beneficiary: ΔΗΜΟΣ ΛΕΣΒΟΥ bbox=[213, 238, 684, 259]
row-number: 31 bbox=[61, 1086, 103, 1125]
beneficiary: ΠΟΛΙΤΙΣΤΙΚΟΣ ΣΥΛΛΟΓΟΣ ΗΠΕΙΡΩΤΩΝ Ο ΚΩΣΤΑΣ ΚΡΥΣΤΑΛΛΗΣ bbox=[213, 1186, 684, 1226]
header-beneficiary: ΔΙΚΑΙΟΥΧΟΣ bbox=[213, 174, 684, 217]
